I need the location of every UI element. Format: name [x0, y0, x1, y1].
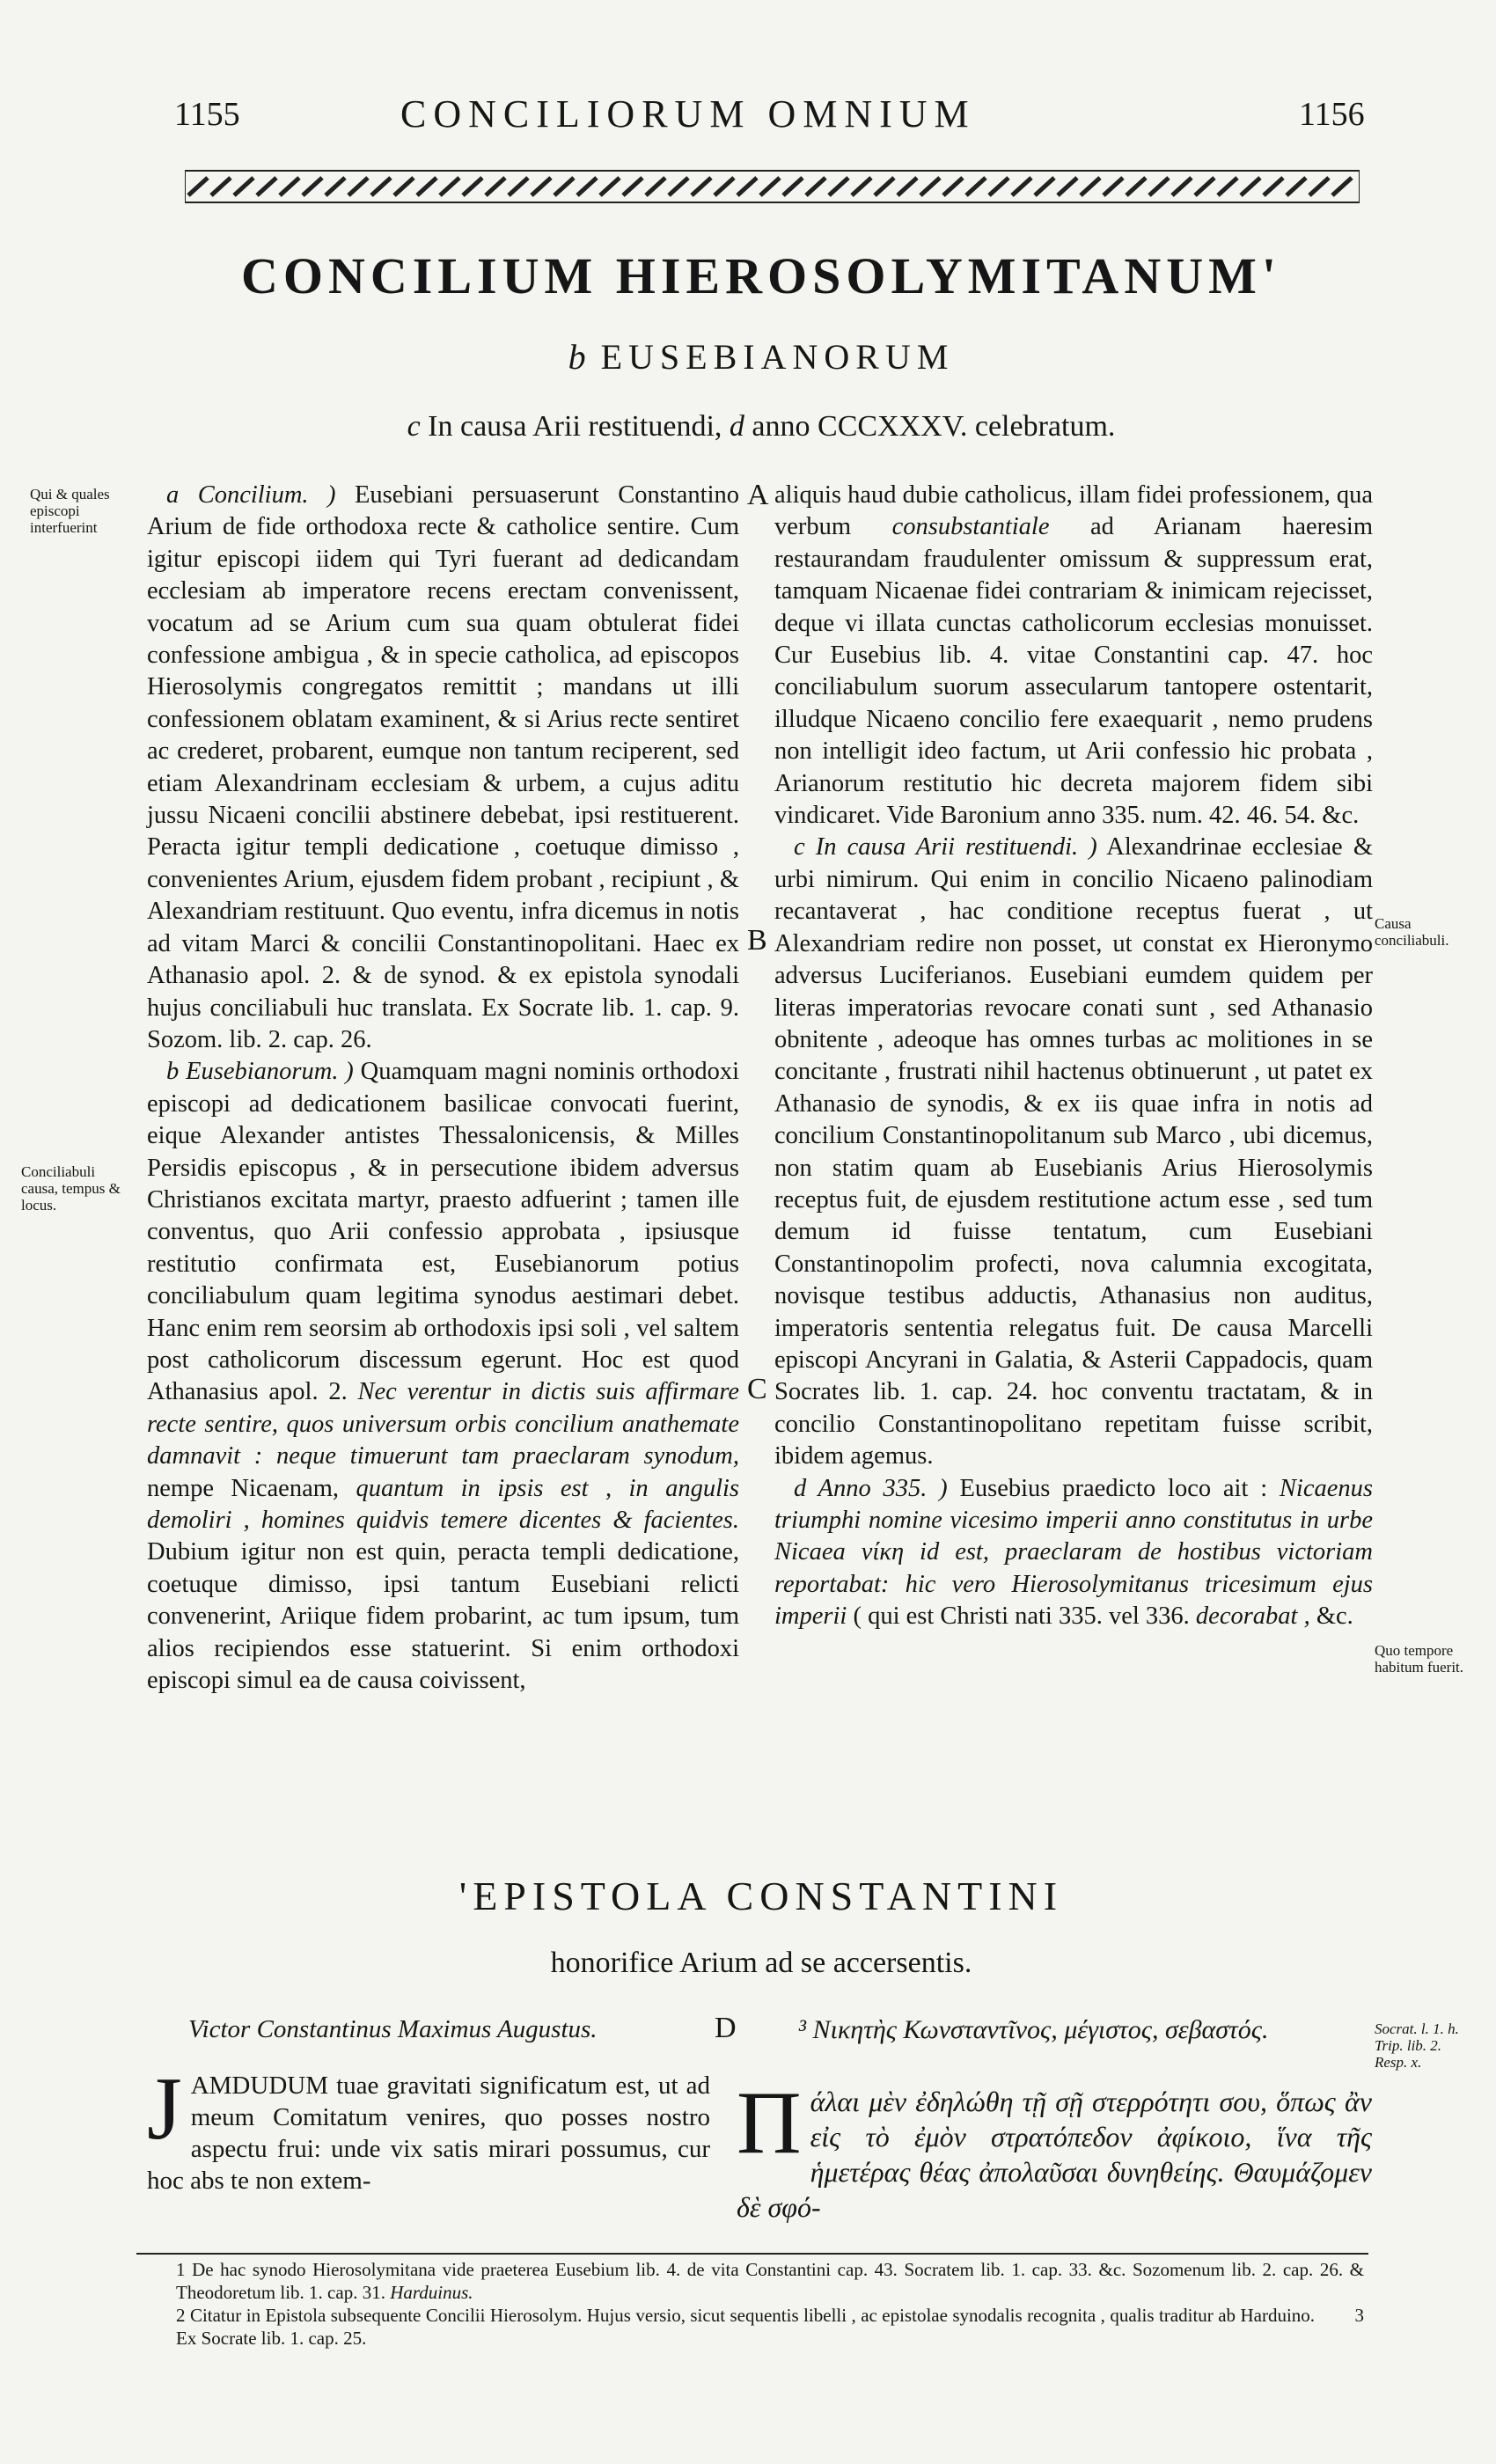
note-b-lemma: b Eusebianorum. )	[166, 1058, 354, 1086]
ornament-stroke	[1332, 178, 1352, 195]
margin-note-5: Socrat. l. 1. h. Trip. lib. 2. Resp. x.	[1375, 2020, 1459, 2071]
note-b-quote-1: Nec verentur in dictis suis affirmare recte sentire, quos universum orbis concilium anathemate damnavit : neque timuerunt tam praeclaram synodum,	[147, 1378, 739, 1470]
footnote-1-author: Harduinus.	[390, 2282, 473, 2303]
ornament-stroke	[875, 178, 894, 195]
margin-note-3: Causa conciliabuli.	[1375, 915, 1449, 949]
ornament-stroke	[852, 178, 871, 195]
ornament-stroke	[554, 178, 574, 195]
note-b	[147, 1056, 739, 1697]
epistola-title: 'EPISTOLA CONSTANTINI	[458, 1874, 1064, 1918]
note-d-lemma: d Anno 335. )	[794, 1474, 948, 1502]
section-letter-b: B	[747, 924, 767, 957]
note-d	[774, 1473, 1373, 1633]
ornament-stroke	[1058, 178, 1077, 195]
ornament-stroke	[1264, 178, 1283, 195]
note-label-c: c	[407, 410, 421, 443]
ornament-stroke	[1104, 178, 1123, 195]
ornament-stroke	[211, 178, 231, 195]
ornament-stroke	[1309, 178, 1329, 195]
section-letter-c: C	[747, 1373, 767, 1405]
footnote-3-text: 3 Ex Socrate lib. 1. cap. 25.	[176, 2305, 1365, 2349]
ornament-stroke	[509, 178, 528, 195]
note-b-quote-2: quantum in ipsis est , in angulis demoliri , homines quidvis temere dicentes & facientes.	[147, 1474, 740, 1534]
ornament-stroke	[806, 178, 825, 195]
right-column	[774, 480, 1373, 1633]
ornament-stroke	[1126, 178, 1146, 195]
page-number-right: 1156	[1299, 96, 1365, 133]
document-subline	[176, 410, 1346, 444]
ornament-band	[185, 165, 1360, 208]
margin-note-4: Quo tempore habitum fuerit.	[1375, 1642, 1464, 1676]
note-a-continued	[774, 480, 1373, 832]
note-a-lemma: a Concilium. )	[166, 481, 336, 509]
latin-salutation: Victor Constantinus Maximus Augustus.	[188, 2015, 598, 2043]
note-a-quote: consubstantiale	[891, 513, 1050, 541]
section-letter-a: A	[747, 479, 769, 511]
note-a-cont-1: aliquis haud dubie catholicus, illam fidei professionem, qua verbum	[774, 481, 1373, 541]
ornament-stroke	[989, 178, 1008, 195]
greek-drop-cap: Π	[737, 2073, 802, 2173]
ornament-stroke	[463, 178, 482, 195]
footnote-2	[176, 2304, 1364, 2350]
ornament-stroke	[646, 178, 665, 195]
note-d-text-1: Eusebius praedicto loco ait :	[959, 1474, 1268, 1502]
footnote-rule	[136, 2253, 1368, 2255]
subtitle-text: EUSEBIANORUM	[600, 337, 955, 377]
margin-note-1: Qui & quales episcopi interfuerint	[30, 486, 110, 536]
margin-note-2: Conciliabuli causa, tempus & locus.	[21, 1163, 121, 1214]
left-column	[147, 480, 739, 1697]
note-label-d: d	[729, 410, 744, 443]
title-text: CONCILIUM HIEROSOLYMITANUM	[241, 247, 1262, 304]
ornament-stroke	[280, 178, 299, 195]
section-letter-d: D	[715, 2012, 737, 2044]
note-c-text: Alexandrinae ecclesiae & urbi nimirum. Qui enim in concilio Nicaeno palinodiam recantaverat , hac conditione receptus fuerat , ut Alexandriam redire non posset, ut constat ex Hieronymo adversus Luciferianos. Eusebiani eumdem quidem per literas imperatorias revocare conati sunt , sed Athanasio obnitente , adeoque has omnes turbas ac molitiones in se concitante , frustrati nihil hactenus obtinuerunt , ut patet ex Athanasio de synodis, & ex iis quae infra in notis ad concilium Constantinopolitanum sub Marco , ubi dicemus, non statim quam ab Eusebianis Arius Hierosolymis receptus fuit, de ejusdem restitutione actum esse , sed tum demum id fuisse tentatum, cum Eusebiani Constantinopolim profecti, nova calumnia excogitata, novisque testibus adductis, Athanasius non auditus, imperatoris sententia relegatus fuit. De causa Marcelli episcopi Ancyrani in Galatia, & Asterii Cappadocis, quam Socrates lib. 1. cap. 24. hoc conventu tractatam, & in concilio Constantinopolitano repetitam fuisse scribit, ibidem agemus.	[774, 833, 1373, 1470]
ornament-stroke	[234, 178, 253, 195]
ornament-stroke	[600, 178, 620, 195]
ornament-stroke	[1241, 178, 1260, 195]
note-a-text: Eusebiani persuaserunt Constantino Arium de fide orthodoxa recte & catholice sentire. Cum igitur episcopi iidem qui Tyri fuerant ad dedicandam ecclesiam ab imperatore recens erectam convenissent, vocatum ad se Arium cum sua quam obtulerat fidei confessione ambigua , & in specie catholica, ad episcopos Hierosolymis congregatos remittit ; mandans ut illi confessionem oblatam examinent, & si Arius recte sentiret ac crederet, probarent, eumque non tantum reciperent, sed etiam Alexandrinam ecclesiam & urbem, a cujus aditu jussu Nicaeni concilii abstinere debebat, ipsi restituerent. Peracta igitur templi dedicatione , coetuque dimisso , convenientes Arium, ejusdem fidem probant , recipiunt , & Alexandriam restituunt. Quo eventu, infra dicemus in notis ad vitam Marci & concilii Constantinopolitani. Haec ex Athanasio apol. 2. & de synod. & ex epistola synodali hujus conciliabuli huc translata. Ex Socrate lib. 1. cap. 9. Sozom. lib. 2. cap. 26.	[147, 481, 740, 1053]
ornament-stroke	[1195, 178, 1214, 195]
ornament-stroke	[737, 178, 757, 195]
ornament-stroke	[1172, 178, 1192, 195]
ornament-stroke	[692, 178, 711, 195]
ornament-stroke	[486, 178, 505, 195]
note-d-quote-2: decorabat ,	[1195, 1602, 1310, 1631]
note-d-quote-1: Nicaenus triumphi nomine vicesimo imperii anno constitutus in urbe Nicaea νίκη id est, praeclaram de hostibus victoriam reportabat: hic vero Hierosolymitanus tricesimum ejus imperii	[774, 1474, 1373, 1631]
document-title	[176, 246, 1346, 305]
note-a-cont-2: ad Arianam haeresim restaurandam fraudulenter omissum & suppressum erat, tamquam Nicaenae fidei contrariam & inimicam rejecisset, deque vi illata cunctas catholicorum ecclesias monuisset. Cur Eusebius lib. 4. vitae Constantini cap. 47. hoc conciliabulum suorum assecularum tantopere ostentarit, illudque Nicaeno concilio fere exaequarit , nemo prudens non intelligit ideo factum, ut Arii confessio hic probata , Arianorum restitutio hic decreta majorem fidem sibi vindicaret. Vide Baronium anno 335. num. 42. 46. 54. &c.	[774, 513, 1373, 830]
ornament-stroke	[669, 178, 688, 195]
note-c	[774, 832, 1373, 1472]
ornament-stroke	[1035, 178, 1054, 195]
page-number-left: 1155	[174, 96, 240, 133]
ornament-stroke	[1012, 178, 1031, 195]
ornament-stroke	[1287, 178, 1306, 195]
footnotes	[176, 2258, 1364, 2350]
ornament-stroke	[829, 178, 848, 195]
title-footnote-mark: '	[1261, 247, 1281, 304]
subline-text-1: In causa Arii restituendi,	[428, 410, 722, 443]
ornament-stroke	[783, 178, 803, 195]
ornament-stroke	[326, 178, 345, 195]
ornament-stroke	[577, 178, 597, 195]
ornament-stroke	[898, 178, 917, 195]
ornament-stroke	[1149, 178, 1169, 195]
ornament-stroke	[943, 178, 963, 195]
ornament-stroke	[371, 178, 391, 195]
ornament-stroke	[715, 178, 734, 195]
note-label-b: b	[568, 337, 586, 377]
note-c-lemma: c In causa Arii restituendi. )	[794, 833, 1097, 862]
greek-letter-body: άλαι μὲν ἐδηλώθη τῇ σῇ στερρότητι σου, ὅπως ἂν εἰς τὸ ἐμὸν στρατόπεδον ἀφίκοιο, ἵνα τῆς ἡμετέρας θέας ἀπολαῦσαι δυνηθείης. Θαυμάζομεν δὲ σφό-	[737, 2086, 1372, 2223]
latin-drop-cap: J	[147, 2059, 182, 2159]
latin-letter-text	[147, 2059, 710, 2196]
footnote-1-text: 1 De hac synodo Hierosolymitana vide praeterea Eusebium lib. 4. de vita Constantini cap. 43. Socratem lib. 1. cap. 33. &c. Sozomenum lib. 2. cap. 26. & Theodoretum lib. 1. cap. 31.	[176, 2259, 1364, 2303]
note-b-text-1: Quamquam magni nominis orthodoxi episcopi ad dedicationem basilicae convocati fuerint, eique Alexander antistes Thessalonicensis, & Milles Persidis episcopus , & in persecutione ibidem adversus Christianos excitata martyr, praesto adfuerint ; tamen ille conventus, quo Arii confessio approbata , ipsiusque restitutio confirmata est, Eusebianorum potius conciliabulum quam legitima synodus aestimari debet. Hanc enim rem seorsim ab orthodoxis ipsi soli , vel saltem post catholicorum discessum egerunt. Hoc est quod Athanasius apol. 2.	[147, 1058, 740, 1406]
note-d-text-2: ( qui est Christi nati 335. vel 336.	[853, 1602, 1190, 1631]
subline-text-2: anno CCCXXXV. celebratum.	[752, 410, 1116, 443]
note-b-text-3: Dubium igitur non est quin, peracta templi dedicatione, coetuque dimisso, ipsi tantum Eusebiani relicti convenerint, Ariique fidem probarint, ac tum ipsum, tum alios recipiendos esse statuerint. Si enim orthodoxi episcopi simul ea de causa coivissent,	[147, 1538, 739, 1695]
ornament-stroke	[440, 178, 459, 195]
footnote-1	[176, 2258, 1364, 2304]
running-title: CONCILIORUM OMNIUM	[400, 92, 976, 136]
ornament-stroke	[966, 178, 986, 195]
greek-salutation: ³ Νικητὴς Κωνσταντῖνος, μέγιστος, σεβαστός.	[798, 2015, 1269, 2044]
ornament-stroke	[1081, 178, 1100, 195]
latin-letter-body: AMDUDUM tuae gravitati significatum est, ut ad meum Comitatum venires, quo posses nostro aspectu frui: unde vix satis mirari possumus, cur hoc abs te non extem-	[147, 2072, 710, 2195]
note-d-text-3: &c.	[1316, 1602, 1353, 1631]
ornament-stroke	[257, 178, 276, 195]
ornament-stroke	[760, 178, 780, 195]
greek-letter-text	[737, 2073, 1372, 2225]
ornament-stroke	[920, 178, 940, 195]
epistola-subtitle: honorifice Arium ad se accersentis.	[550, 1947, 972, 1979]
ornament-stroke	[188, 178, 208, 195]
ornament-stroke	[394, 178, 414, 195]
ornament-stroke	[417, 178, 436, 195]
ornament-stroke	[623, 178, 642, 195]
ornament-stroke	[532, 178, 551, 195]
ornament-stroke	[1218, 178, 1237, 195]
note-a	[147, 480, 739, 1056]
document-subtitle	[176, 336, 1346, 378]
footnote-2-text: 2 Citatur in Epistola subsequente Concilii Hierosolym. Hujus versio, sicut sequentis libelli , ac epistolae synodalis recognita , qualis traditur ab Harduino.	[176, 2305, 1316, 2326]
ornament-stroke	[303, 178, 322, 195]
note-b-text-2: nempe Nicaenam,	[147, 1474, 340, 1502]
ornament-stroke	[348, 178, 368, 195]
